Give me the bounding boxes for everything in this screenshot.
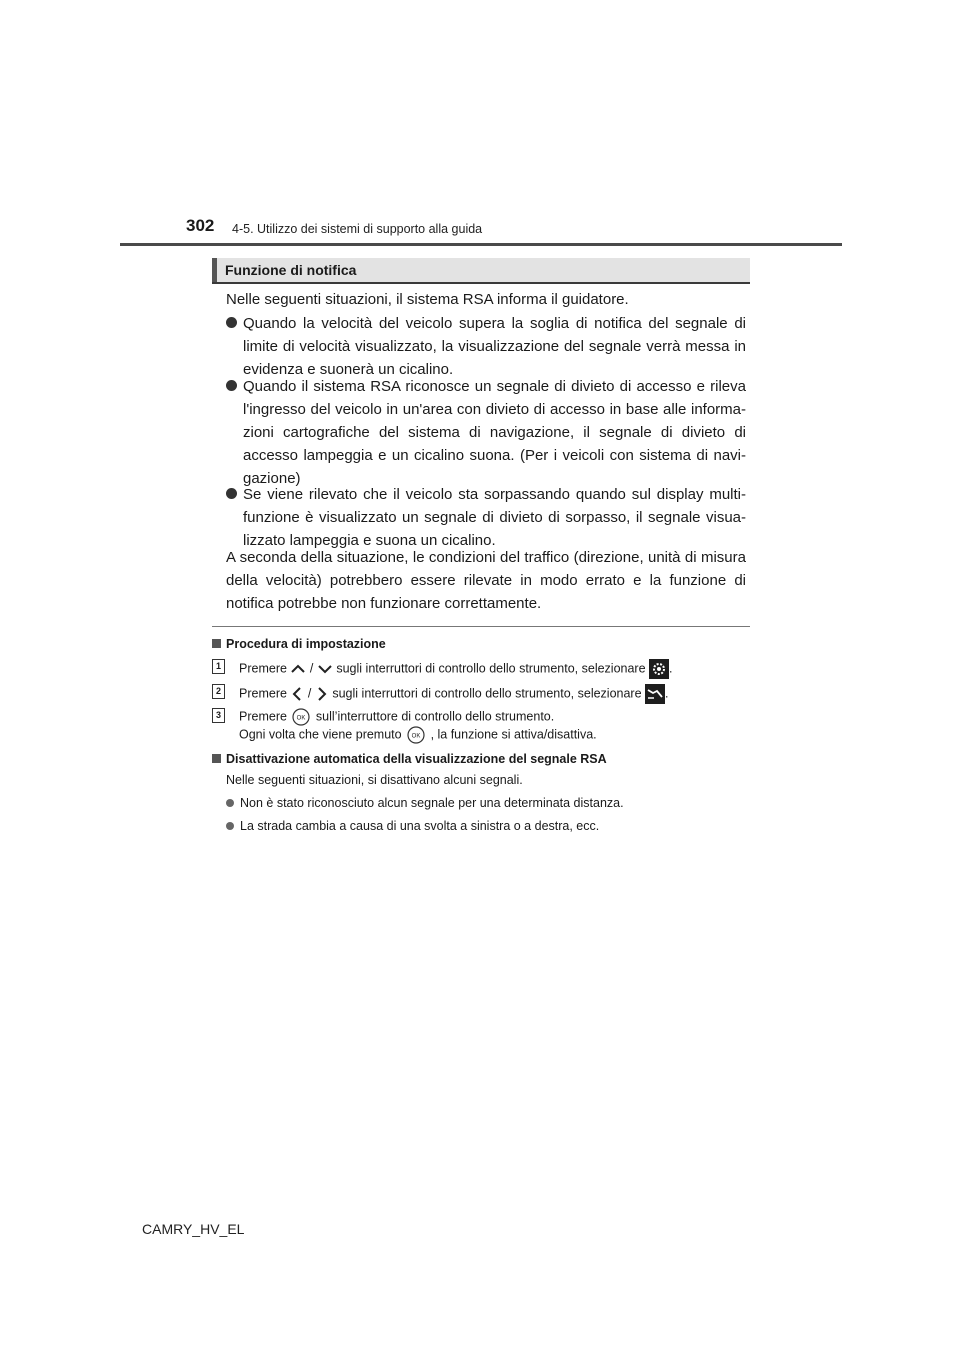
footer-model-code: CAMRY_HV_EL xyxy=(142,1221,245,1237)
step-number-badge: 3 xyxy=(212,708,225,723)
intro-paragraph: Nelle seguenti situazioni, il sistema RSA informa il guidatore. xyxy=(226,291,629,308)
procedure-step-2: 2 Premere / sugli interruttori di controllo dello strumento, selezionare . xyxy=(212,684,752,704)
procedure-heading: Procedura di impostazione xyxy=(212,636,386,652)
square-bullet-icon xyxy=(212,639,221,648)
auto-off-body: Nelle seguenti situazioni, si disattivano alcuni segnali. xyxy=(226,773,523,787)
chevron-up-icon xyxy=(290,663,306,675)
closing-paragraph: A seconda della situazione, le condizioni del traffico (direzione, unità di misura della velocità) potrebbero essere rilevate in modo errato e la funzione di notifica potrebbe non funzionare correttamente. xyxy=(226,549,746,612)
section-title: 4-5. Utilizzo dei sistemi di supporto alla guida xyxy=(232,222,483,236)
header-rule xyxy=(120,243,842,246)
notice-box-title: Funzione di notifica xyxy=(225,262,357,278)
ok-label: OK xyxy=(297,715,306,722)
settings-gear-icon xyxy=(649,659,669,679)
chevron-left-icon xyxy=(290,686,304,702)
chevron-down-icon xyxy=(317,663,333,675)
auto-off-heading: Disattivazione automatica della visualizzazione del segnale RSA xyxy=(212,751,607,767)
bullet-text: Quando la velocità del veicolo supera la soglia di notifica del segnale di limite di velocità visualizzato, la visualizzazione del segnale verrà messa in evidenza e suonerà un cicalino. xyxy=(243,315,746,378)
road-sign-assist-icon xyxy=(645,684,665,704)
header-accent-bar xyxy=(212,258,217,282)
bullet-dot-icon xyxy=(226,317,237,328)
procedure-step-3: 3 Premere OK sull’interruttore di controllo dello strumento. Ogni volta che viene premuto OK , la funzione si attiva/disattiva. xyxy=(212,708,752,742)
step-number-badge: 2 xyxy=(212,684,225,699)
bullet-dot-icon xyxy=(226,799,234,807)
page-number: 302 xyxy=(186,216,215,235)
section-divider xyxy=(212,626,750,627)
bullet-dot-icon xyxy=(226,380,237,391)
bullet-dot-icon xyxy=(226,822,234,830)
ok-label: OK xyxy=(411,733,421,740)
chevron-right-icon xyxy=(315,686,329,702)
ok-button-icon xyxy=(405,726,427,744)
square-bullet-icon xyxy=(212,754,221,763)
step-number-badge: 1 xyxy=(212,659,225,674)
bullet-text: Quando il sistema RSA riconosce un segnale di divieto di accesso e rileva l'ingresso del veicolo in un'area con divieto di accesso in base alle informa-zioni cartografiche del sistema di navigazione, il segnale di divieto di accesso lampeggia e un cicalino suona. (Per i veicoli con sistema di navi-gazione) xyxy=(243,378,746,487)
bullet-text: Se viene rilevato che il veicolo sta sorpassando quando sul display multi-funzione è visualizzato un segnale di divieto di sorpasso, il segnale visua-lizzato lampeggia e suona un cicalino. xyxy=(243,486,746,549)
notice-box-header xyxy=(212,258,750,284)
procedure-step-1: 1 Premere / sugli interruttori di controllo dello strumento, selezionare . xyxy=(212,659,752,679)
ok-button-icon xyxy=(290,708,312,726)
bullet-dot-icon xyxy=(226,488,237,499)
